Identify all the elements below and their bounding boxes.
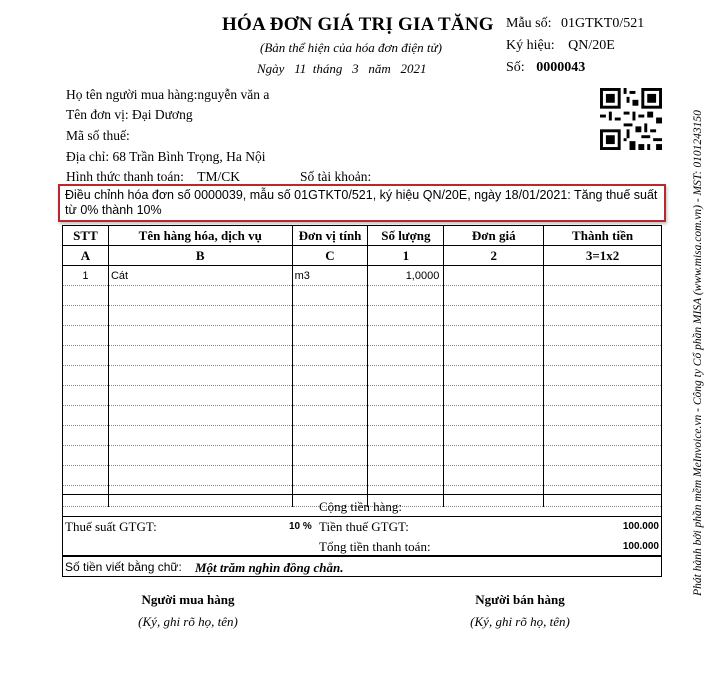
symbol-value: QN/20E <box>568 38 615 53</box>
table-row <box>63 286 662 306</box>
items-table <box>62 225 662 507</box>
subtotal-label: Cộng tiền hàng: <box>319 499 403 514</box>
buyer-name: Họ tên người mua hàng:nguyễn văn a <box>66 87 270 102</box>
subheader-1: 1 <box>368 246 444 266</box>
header-item-name: Tên hàng hóa, dịch vụ <box>108 226 292 246</box>
in-words-value: Một trăm nghìn đồng chẵn. <box>195 560 344 575</box>
qr-code-icon <box>600 88 662 150</box>
table-row <box>63 466 662 486</box>
invoice-title: HÓA ĐƠN GIÁ TRỊ GIA TĂNG <box>222 14 494 35</box>
table-row <box>63 326 662 346</box>
table-header-row <box>63 226 662 246</box>
table-row <box>63 306 662 326</box>
invoice-subtitle: (Bản thể hiện của hóa đơn điện tử) <box>260 40 442 55</box>
payment-method <box>66 169 240 185</box>
vat-rate-value: 10 % <box>289 521 312 532</box>
table-row <box>63 346 662 366</box>
payment-value: TM/CK <box>197 169 241 184</box>
subheader-2: 2 <box>444 246 544 266</box>
symbol <box>506 38 615 54</box>
subheader-b: B <box>108 246 292 266</box>
number-label: Số: <box>506 60 525 75</box>
divider <box>62 516 662 517</box>
number-value: 0000043 <box>536 60 586 75</box>
seller-signature <box>450 592 590 630</box>
vat-amount-label: Tiền thuế GTGT: <box>319 519 409 534</box>
header-quantity: Số lượng <box>368 226 444 246</box>
row-amount <box>544 266 662 286</box>
form-number <box>506 16 644 32</box>
header-unit: Đơn vị tính <box>292 226 368 246</box>
publisher-note: Phát hành bởi phần mềm MeInvoice.vn - Công ty Cổ phần MISA (www.misa.com.vn) - MST: 0101243150 <box>692 110 704 596</box>
row-unit-price <box>444 266 544 286</box>
buyer-unit: Tên đơn vị: Đại Dương <box>66 107 193 122</box>
buyer-signature-note: (Ký, ghi rõ họ, tên) <box>138 614 238 629</box>
header-amount: Thành tiền <box>544 226 662 246</box>
table-row <box>63 266 662 286</box>
buyer-tax-code: Mã số thuế: <box>66 128 130 143</box>
table-row <box>63 446 662 466</box>
buyer-signature-title: Người mua hàng <box>141 592 235 607</box>
header-unit-price: Đơn giá <box>444 226 544 246</box>
amount-in-words <box>62 556 662 577</box>
table-row <box>63 366 662 386</box>
table-subheader-row <box>63 246 662 266</box>
table-row <box>63 386 662 406</box>
table-row <box>63 426 662 446</box>
subheader-a: A <box>63 246 109 266</box>
symbol-label: Ký hiệu: <box>506 38 555 53</box>
seller-signature-note: (Ký, ghi rõ họ, tên) <box>470 614 570 629</box>
buyer-signature <box>118 592 258 630</box>
grand-total-label: Tổng tiền thanh toán: <box>319 539 431 554</box>
form-label: Mẫu số: <box>506 16 552 31</box>
header-stt: STT <box>63 226 109 246</box>
invoice-number <box>506 60 585 76</box>
in-words-label: Số tiền viết bằng chữ: <box>65 560 182 574</box>
form-value: 01GTKT0/521 <box>561 16 645 31</box>
account-number-label: Số tài khoản: <box>300 169 372 184</box>
row-stt: 1 <box>63 266 109 286</box>
subheader-c: C <box>292 246 368 266</box>
row-unit: m3 <box>292 266 368 286</box>
vat-rate-label: Thuế suất GTGT: <box>65 519 157 534</box>
row-item-name: Cát <box>108 266 292 286</box>
grand-total-value: 100.000 <box>622 541 659 552</box>
row-quantity: 1,0000 <box>368 266 444 286</box>
buyer-address: Địa chỉ: 68 Trần Bình Trọng, Ha Nội <box>66 149 266 164</box>
payment-label: Hình thức thanh toán: <box>66 169 184 184</box>
adjustment-note: Điều chỉnh hóa đơn số 0000039, mẫu số 01GTKT0/521, ký hiệu QN/20E, ngày 18/01/2021: Tăng thuế suất từ 0% thành 10% <box>58 184 666 222</box>
vat-amount-value: 100.000 <box>622 521 659 532</box>
table-row <box>63 406 662 426</box>
invoice-date: Ngày 11 tháng 3 năm 2021 <box>257 61 427 76</box>
seller-signature-title: Người bán hàng <box>475 592 565 607</box>
subheader-3: 3=1x2 <box>544 246 662 266</box>
totals-section <box>62 494 662 556</box>
